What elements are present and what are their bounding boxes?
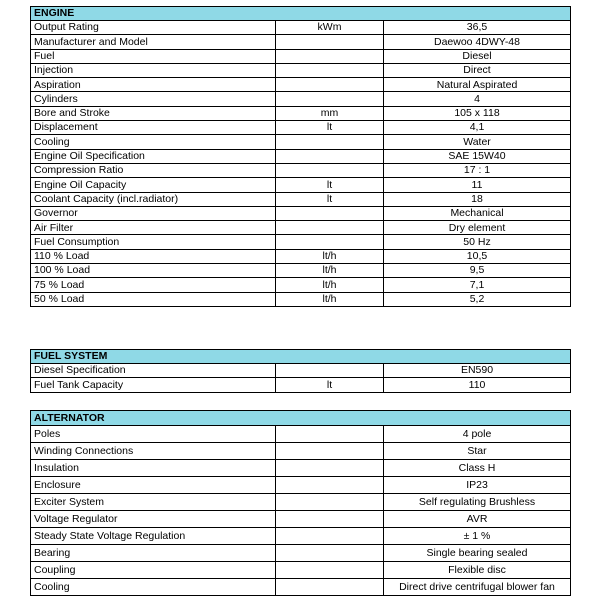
spec-label: Steady State Voltage Regulation: [31, 528, 276, 545]
spec-unit: lt/h: [276, 249, 384, 263]
spec-value: SAE 15W40: [384, 149, 571, 163]
alternator-spec-row: [31, 443, 571, 460]
spec-unit: [276, 562, 384, 579]
engine-spec-row: [31, 35, 571, 49]
alternator-spec-row: [31, 528, 571, 545]
spec-value: Direct: [384, 63, 571, 77]
spec-label: Cooling: [31, 135, 276, 149]
spec-unit: [276, 206, 384, 220]
spec-label: Injection: [31, 63, 276, 77]
engine-spec-row: [31, 149, 571, 163]
engine-spec-row: [31, 292, 571, 306]
spec-label: Output Rating: [31, 21, 276, 35]
engine-spec-row: [31, 278, 571, 292]
spec-unit: [276, 149, 384, 163]
spec-unit: lt: [276, 121, 384, 135]
spec-label: Engine Oil Capacity: [31, 178, 276, 192]
spec-label: Fuel Consumption: [31, 235, 276, 249]
spec-unit: [276, 78, 384, 92]
engine-spec-row: [31, 92, 571, 106]
spec-unit: [276, 579, 384, 596]
spec-label: 100 % Load: [31, 264, 276, 278]
alternator-spec-row: [31, 477, 571, 494]
fuel-system-spec-row: [31, 378, 571, 392]
spec-value: Star: [384, 443, 571, 460]
spec-unit: [276, 460, 384, 477]
spec-value: 4,1: [384, 121, 571, 135]
spec-label: Cylinders: [31, 92, 276, 106]
engine-spec-row: [31, 106, 571, 120]
spec-value: IP23: [384, 477, 571, 494]
engine-spec-table: [30, 6, 571, 307]
engine-header-row: [31, 7, 571, 21]
spec-value: Water: [384, 135, 571, 149]
fuel-system-header-row: [31, 350, 571, 364]
spec-unit: kWm: [276, 21, 384, 35]
alternator-spec-row: [31, 545, 571, 562]
spec-unit: [276, 511, 384, 528]
spec-value: 110: [384, 378, 571, 392]
spec-value: Single bearing sealed: [384, 545, 571, 562]
spec-unit: [276, 494, 384, 511]
spec-label: Displacement: [31, 121, 276, 135]
spec-value: 4: [384, 92, 571, 106]
spec-label: Aspiration: [31, 78, 276, 92]
spec-unit: [276, 92, 384, 106]
spec-label: 75 % Load: [31, 278, 276, 292]
spec-unit: [276, 163, 384, 177]
spec-value: Dry element: [384, 221, 571, 235]
spec-unit: [276, 528, 384, 545]
spec-label: Exciter System: [31, 494, 276, 511]
alternator-spec-row: [31, 460, 571, 477]
engine-spec-row: [31, 63, 571, 77]
alternator-spec-table: [30, 410, 571, 596]
alternator-spec-row: [31, 562, 571, 579]
spec-label: Voltage Regulator: [31, 511, 276, 528]
fuel-system-spec-row: [31, 364, 571, 378]
spec-label: Coolant Capacity (incl.radiator): [31, 192, 276, 206]
engine-spec-row: [31, 49, 571, 63]
engine-spec-row: [31, 235, 571, 249]
spec-unit: [276, 426, 384, 443]
spec-value: 4 pole: [384, 426, 571, 443]
spec-value: AVR: [384, 511, 571, 528]
spec-label: Bearing: [31, 545, 276, 562]
spec-label: Fuel: [31, 49, 276, 63]
spec-value: ± 1 %: [384, 528, 571, 545]
spec-label: Enclosure: [31, 477, 276, 494]
spec-unit: lt: [276, 178, 384, 192]
engine-spec-row: [31, 163, 571, 177]
spec-label: Poles: [31, 426, 276, 443]
engine-spec-row: [31, 135, 571, 149]
spec-value: 7,1: [384, 278, 571, 292]
spec-value: Daewoo 4DWY-48: [384, 35, 571, 49]
spec-value: Mechanical: [384, 206, 571, 220]
spec-label: Insulation: [31, 460, 276, 477]
engine-spec-row: [31, 21, 571, 35]
fuel-system-spec-table: [30, 349, 571, 393]
spec-unit: [276, 49, 384, 63]
spec-unit: [276, 443, 384, 460]
engine-spec-row: [31, 221, 571, 235]
spec-unit: [276, 545, 384, 562]
spec-value: Self regulating Brushless: [384, 494, 571, 511]
alternator-spec-row: [31, 494, 571, 511]
spec-label: Governor: [31, 206, 276, 220]
spec-label: Coupling: [31, 562, 276, 579]
spec-value: 11: [384, 178, 571, 192]
engine-spec-row: [31, 249, 571, 263]
spec-value: 105 x 118: [384, 106, 571, 120]
engine-spec-row: [31, 121, 571, 135]
spec-unit: [276, 63, 384, 77]
alternator-spec-row: [31, 579, 571, 596]
spec-label: Compression Ratio: [31, 163, 276, 177]
engine-spec-row: [31, 192, 571, 206]
spec-value: Flexible disc: [384, 562, 571, 579]
spec-unit: lt/h: [276, 278, 384, 292]
fuel-system-section-title: FUEL SYSTEM: [31, 350, 571, 364]
spec-unit: [276, 235, 384, 249]
engine-spec-row: [31, 206, 571, 220]
spec-label: Fuel Tank Capacity: [31, 378, 276, 392]
engine-section-title: ENGINE: [31, 7, 571, 21]
alternator-spec-row: [31, 426, 571, 443]
spec-value: Class H: [384, 460, 571, 477]
spec-label: Winding Connections: [31, 443, 276, 460]
spec-value: 5,2: [384, 292, 571, 306]
spec-unit: [276, 364, 384, 378]
spec-label: Engine Oil Specification: [31, 149, 276, 163]
spec-label: Bore and Stroke: [31, 106, 276, 120]
spec-label: Diesel Specification: [31, 364, 276, 378]
spec-value: Diesel: [384, 49, 571, 63]
alternator-spec-row: [31, 511, 571, 528]
spec-unit: [276, 135, 384, 149]
spec-value: 50 Hz: [384, 235, 571, 249]
alternator-header-row: [31, 411, 571, 426]
spec-unit: lt/h: [276, 264, 384, 278]
spec-label: Cooling: [31, 579, 276, 596]
spec-unit: mm: [276, 106, 384, 120]
spec-unit: lt/h: [276, 292, 384, 306]
spec-unit: [276, 477, 384, 494]
spec-label: 110 % Load: [31, 249, 276, 263]
spec-value: 36,5: [384, 21, 571, 35]
alternator-section-title: ALTERNATOR: [31, 411, 571, 426]
engine-spec-row: [31, 78, 571, 92]
spec-value: EN590: [384, 364, 571, 378]
spec-unit: lt: [276, 378, 384, 392]
spec-unit: [276, 221, 384, 235]
spec-value: 18: [384, 192, 571, 206]
engine-spec-row: [31, 264, 571, 278]
spec-label: 50 % Load: [31, 292, 276, 306]
spec-unit: [276, 35, 384, 49]
spec-value: 9,5: [384, 264, 571, 278]
spec-value: 17 : 1: [384, 163, 571, 177]
spec-label: Manufacturer and Model: [31, 35, 276, 49]
spec-value: Natural Aspirated: [384, 78, 571, 92]
spec-unit: lt: [276, 192, 384, 206]
spec-value: Direct drive centrifugal blower fan: [384, 579, 571, 596]
engine-spec-row: [31, 178, 571, 192]
spec-value: 10,5: [384, 249, 571, 263]
spec-label: Air Filter: [31, 221, 276, 235]
